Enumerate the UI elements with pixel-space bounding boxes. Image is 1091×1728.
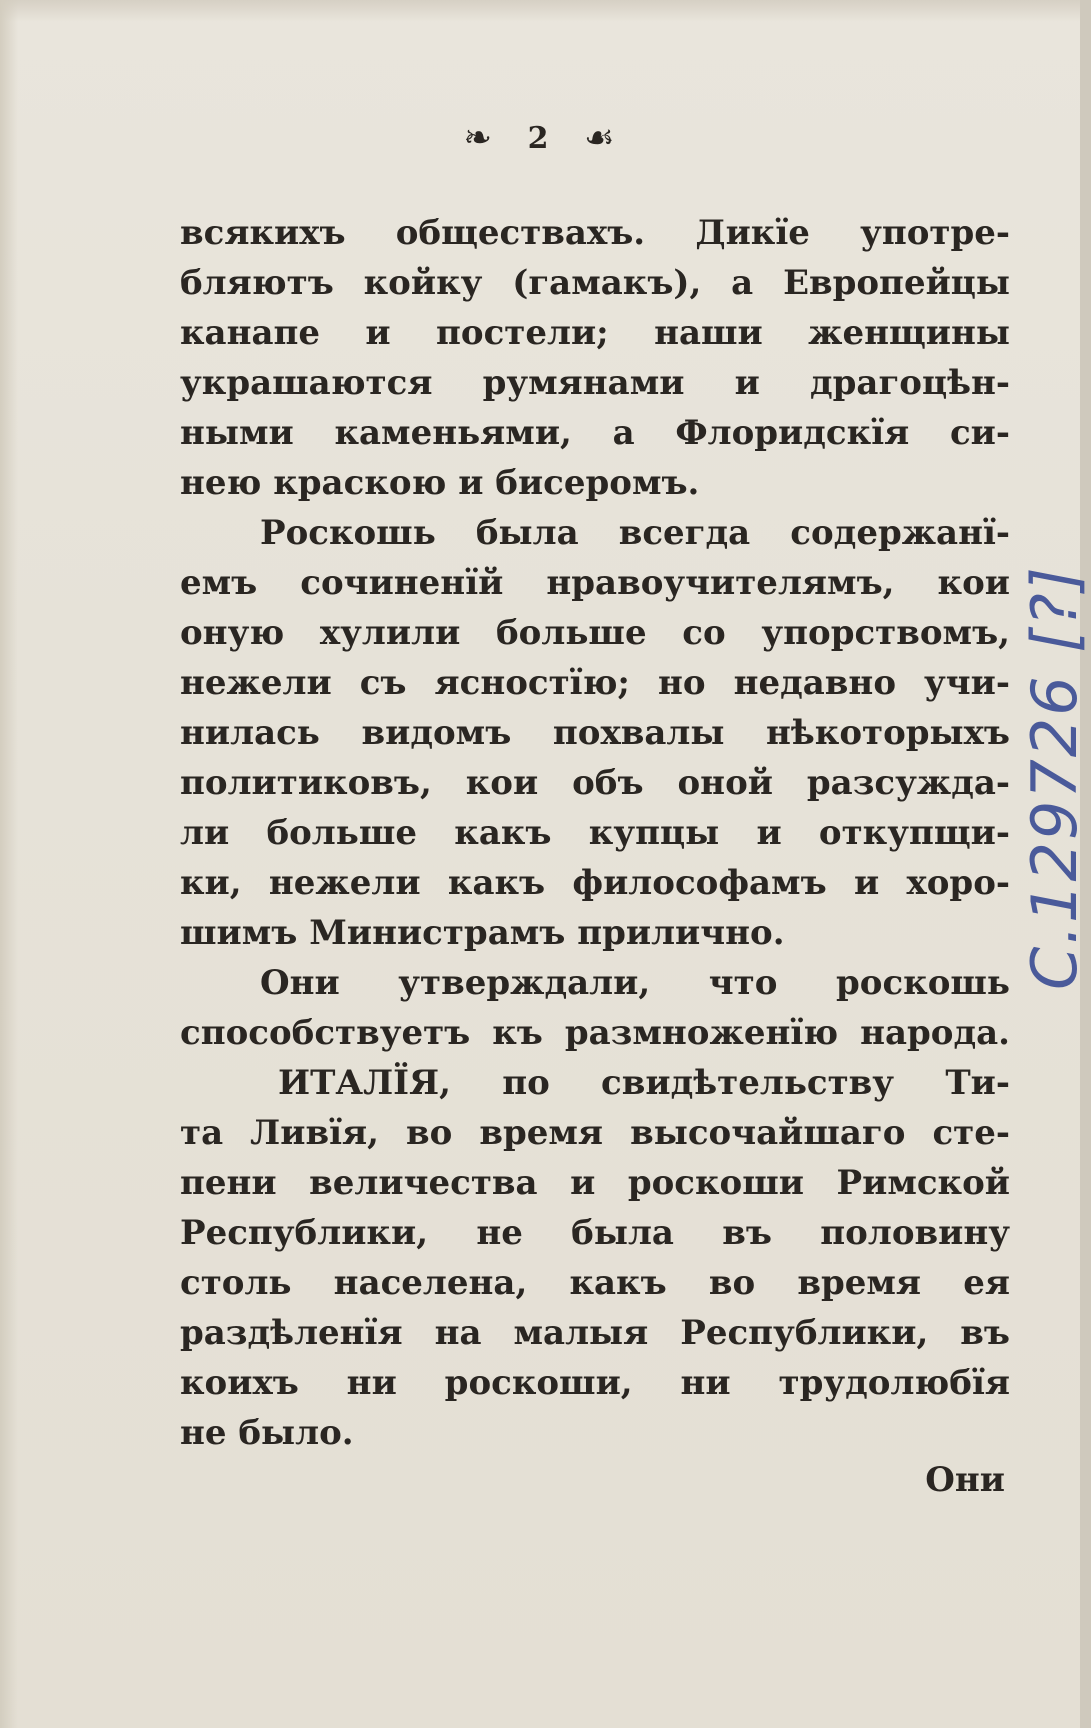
page-number: 2 <box>527 120 551 156</box>
text-line: оную хулили больше со упорствомъ, <box>180 613 1010 653</box>
text-line: коихъ ни роскоши, ни трудолюбїя <box>180 1363 1010 1403</box>
text-line: ки, нежели какъ философамъ и хоро- <box>180 863 1010 903</box>
text-line: способствуетъ къ размноженїю народа. <box>180 1013 1010 1053</box>
page-header <box>0 118 1080 158</box>
text-line: нежели съ ясностїю; но недавно учи- <box>180 663 1010 703</box>
ornament-right-icon: ☙ <box>583 118 617 158</box>
text-line: пени величества и роскоши Римской <box>180 1163 1010 1203</box>
text-line: украшаются румянами и драгоцѣн- <box>180 363 1010 403</box>
text-line: раздѣленїя на малыя Республики, въ <box>180 1313 1010 1353</box>
text-line: ли больше какъ купцы и откупщи- <box>180 813 1010 853</box>
text-line: ными каменьями, а Флоридскїя си- <box>180 413 1010 453</box>
text-line: всякихъ обществахъ. Дикїе употре- <box>180 213 1010 253</box>
text-line: нею краскою и бисеромъ. <box>180 463 700 503</box>
ornament-left-icon: ❧ <box>463 118 495 158</box>
page-edge-shadow-top <box>0 0 1080 22</box>
text-line: Роскошь была всегда содержанї- <box>260 513 1010 553</box>
library-stamp: C.129726 [?] <box>1018 565 1091 990</box>
catchword: Они <box>925 1460 1005 1500</box>
text-line: шимъ Министрамъ прилично. <box>180 913 785 953</box>
text-line: политиковъ, кои объ оной разсужда- <box>180 763 1010 803</box>
page-edge-shadow-left <box>0 0 18 1728</box>
text-line: бляютъ койку (гамакъ), а Европейцы <box>180 263 1010 303</box>
text-line: канапе и постели; наши женщины <box>180 313 1010 353</box>
text-line: Республики, не была въ половину <box>180 1213 1010 1253</box>
text-line: ИТАЛЇЯ, по свидѣтельству Ти- <box>278 1063 1010 1103</box>
text-line: столь населена, какъ во время ея <box>180 1263 1010 1303</box>
text-line: не было. <box>180 1413 354 1453</box>
text-line: емъ сочиненїй нравоучителямъ, кои <box>180 563 1010 603</box>
text-line: Они утверждали, что роскошь <box>260 963 1010 1003</box>
body-text <box>180 208 1010 1458</box>
text-line: нилась видомъ похвалы нѣкоторыхъ <box>180 713 1010 753</box>
text-line: та Ливїя, во время высочайшаго сте- <box>180 1113 1010 1153</box>
